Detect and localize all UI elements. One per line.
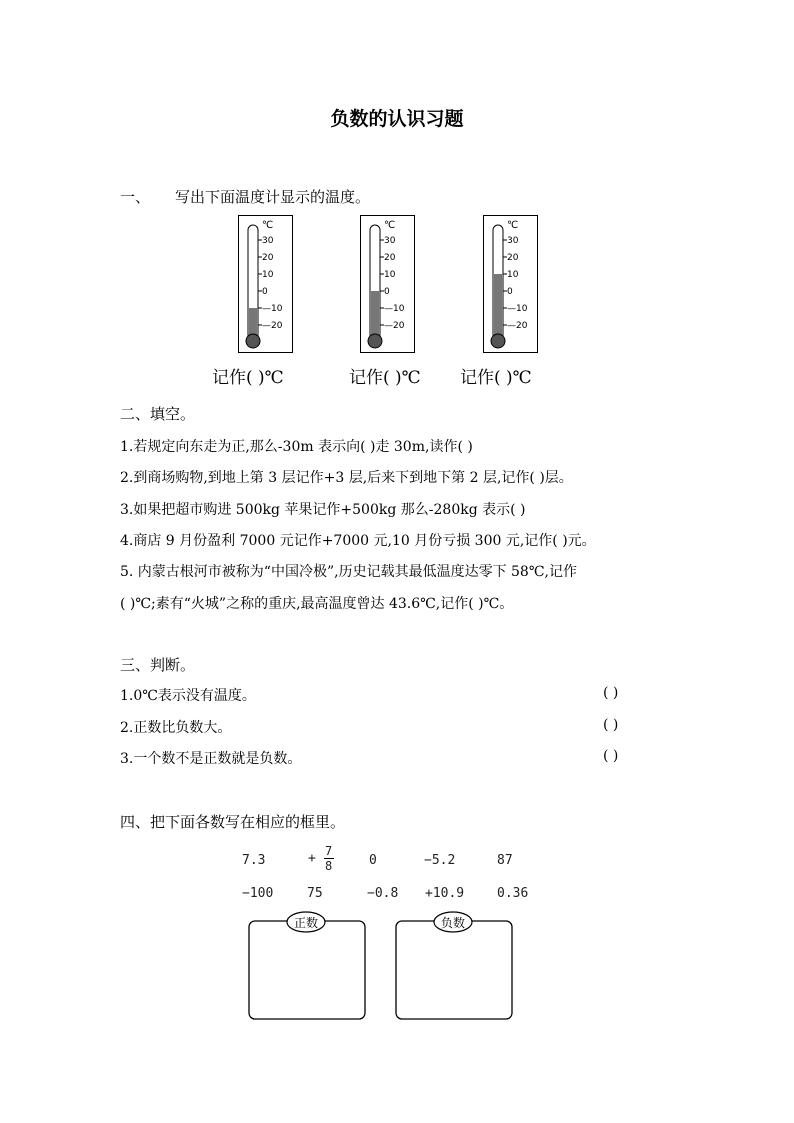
judge-bracket-1: ( ) bbox=[603, 685, 619, 701]
thermometer-1 bbox=[238, 215, 293, 358]
tick-label: 20 bbox=[384, 253, 396, 263]
fill-question-4: 4.商店 9 月份盈利 7000 元记作+7000 元,10 月份亏损 300 元,记作( )元。 bbox=[120, 533, 596, 549]
tick-label: —20 bbox=[507, 321, 528, 331]
tick-label: 0 bbox=[507, 287, 513, 297]
positive-box-label: 正数 bbox=[293, 916, 318, 930]
fill-question-2: 2.到商场购物,到地上第 3 层记作+3 层,后来下到地下第 2 层,记作( )层。 bbox=[120, 470, 573, 486]
positive-number-box[interactable] bbox=[248, 911, 368, 1026]
tick-label: —20 bbox=[384, 321, 405, 331]
section1-instruction: 写出下面温度计显示的温度。 bbox=[175, 188, 371, 206]
section3-heading: 三、判断。 bbox=[120, 656, 196, 674]
tick-label: —10 bbox=[507, 304, 528, 314]
page-title: 负数的认识习题 bbox=[330, 108, 464, 130]
judge-item-1: 1.0℃表示没有温度。 bbox=[120, 688, 256, 704]
tick-label: —10 bbox=[384, 304, 405, 314]
thermometer-3 bbox=[483, 215, 538, 358]
fraction-sign: + bbox=[308, 851, 316, 866]
judge-item-2: 2.正数比负数大。 bbox=[120, 720, 232, 736]
thermometer-1-graphic bbox=[238, 215, 293, 354]
tick-label: 0 bbox=[262, 287, 268, 297]
tick-label: 20 bbox=[262, 253, 274, 263]
number-item: −100 bbox=[242, 886, 274, 901]
judge-bracket-3: ( ) bbox=[603, 748, 619, 764]
fill-question-3: 3.如果把超市购进 500kg 苹果记作+500kg 那么-280kg 表示( ) bbox=[120, 502, 526, 518]
mercury-column bbox=[494, 274, 502, 340]
tick-label: 10 bbox=[262, 270, 274, 280]
number-item: 7.3 bbox=[242, 853, 266, 868]
tick-label: 10 bbox=[507, 270, 519, 280]
number-item: +10.9 bbox=[425, 886, 465, 901]
tick-label: 10 bbox=[384, 270, 396, 280]
fill-question-1: 1.若规定向东走为正,那么-30m 表示向( )走 30m,读作( ) bbox=[120, 439, 473, 455]
tick-label: 30 bbox=[262, 236, 274, 246]
judge-item-3: 3.一个数不是正数就是负数。 bbox=[120, 751, 302, 767]
thermometer-2 bbox=[360, 215, 415, 358]
thermometer-3-answer: 记作( )℃ bbox=[460, 368, 532, 388]
negative-box-label: 负数 bbox=[440, 916, 465, 930]
thermometer-1-answer: 记作( )℃ bbox=[212, 368, 284, 388]
number-item: −0.8 bbox=[367, 886, 399, 901]
fraction bbox=[324, 845, 334, 872]
section1-label: 一、 bbox=[120, 188, 151, 206]
number-item: 0 bbox=[369, 853, 377, 868]
number-item: 0.36 bbox=[497, 886, 529, 901]
negative-number-box[interactable] bbox=[395, 911, 515, 1026]
thermometer-unit: ℃ bbox=[262, 220, 274, 231]
tick-label: —20 bbox=[262, 321, 283, 331]
fill-question-5-line1: 5. 内蒙古根河市被称为“中国冷极”,历史记载其最低温度达零下 58℃,记作 bbox=[120, 564, 577, 580]
thermometer-unit: ℃ bbox=[507, 220, 519, 231]
thermometer-3-graphic bbox=[483, 215, 538, 354]
section4-heading: 四、把下面各数写在相应的框里。 bbox=[120, 813, 346, 831]
mercury-column bbox=[371, 291, 379, 340]
thermometer-2-graphic bbox=[360, 215, 415, 354]
fill-question-5-line2: ( )℃;素有“火城”之称的重庆,最高温度曾达 43.6℃,记作( )℃。 bbox=[120, 596, 514, 612]
fraction-number bbox=[308, 845, 334, 872]
tick-label: 0 bbox=[384, 287, 390, 297]
fraction-numerator: 7 bbox=[325, 844, 333, 858]
section2-heading: 二、填空。 bbox=[120, 405, 196, 423]
tick-label: —10 bbox=[262, 304, 283, 314]
number-item: −5.2 bbox=[424, 853, 456, 868]
number-item: 75 bbox=[307, 886, 323, 901]
tick-label: 20 bbox=[507, 253, 519, 263]
tick-label: 30 bbox=[507, 236, 519, 246]
fraction-denominator: 8 bbox=[325, 859, 333, 873]
thermometer-unit: ℃ bbox=[384, 220, 396, 231]
number-item: 87 bbox=[497, 853, 513, 868]
thermometer-2-answer: 记作( )℃ bbox=[349, 368, 421, 388]
tick-label: 30 bbox=[384, 236, 396, 246]
judge-bracket-2: ( ) bbox=[603, 717, 619, 733]
